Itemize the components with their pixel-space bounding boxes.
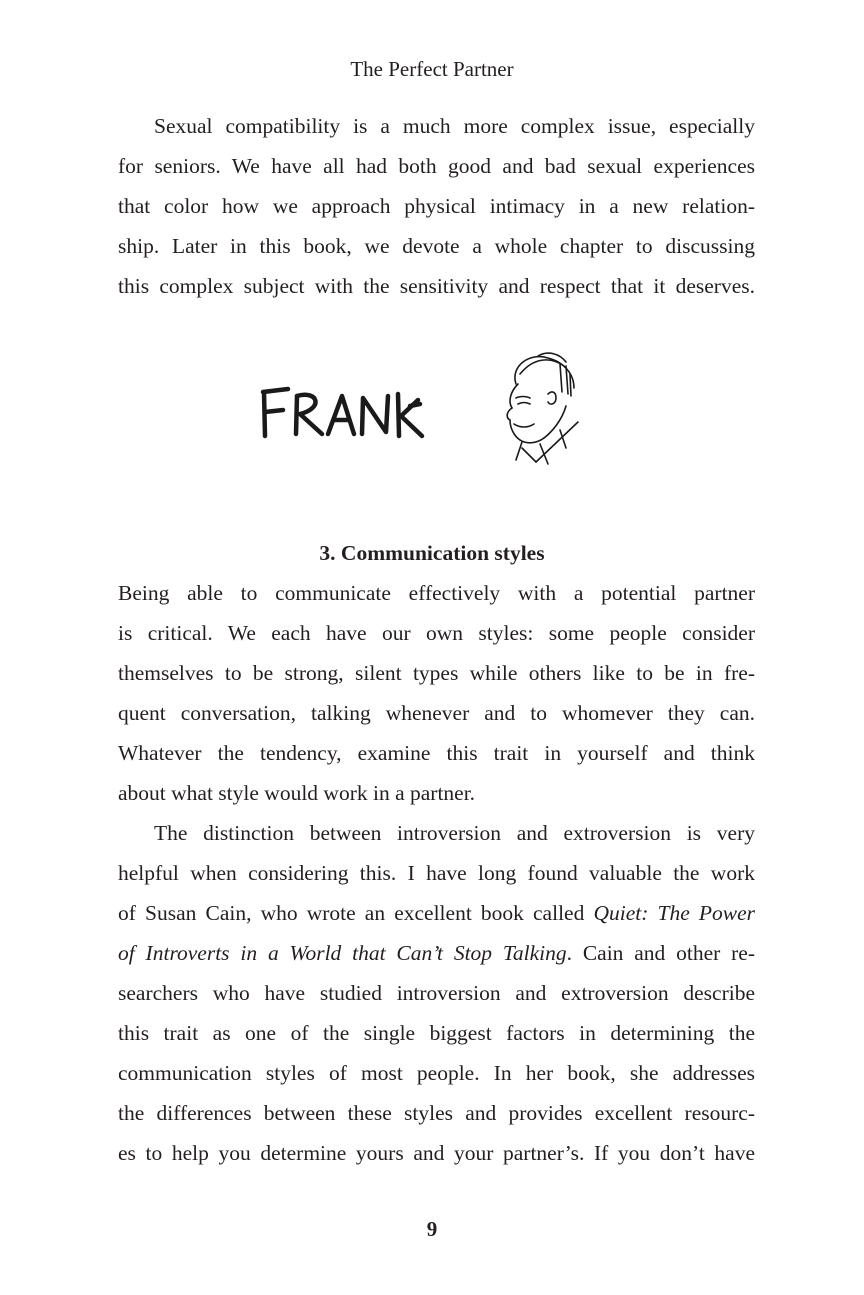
page-number: 9 [426,1217,438,1241]
text-line: ship. Later in this book, we devote a whole chapter to discussing [118,234,755,258]
text-line: communication styles of most people. In her book, she addresses [118,1061,755,1085]
text-line: Being able to communicate effectively with a potential partner [118,581,755,605]
paragraph-introversion [118,813,755,1173]
text-line: that color how we approach physical intimacy in a new relation- [118,194,755,218]
text-line: is critical. We each have our own styles: some people consider [118,621,755,645]
text-line [118,893,755,933]
paragraph-communication [118,573,755,813]
text-run: of Susan Cain, who wrote an excellent book called [118,901,594,925]
running-head: The Perfect Partner [350,57,514,81]
section-heading: 3. Communication styles [319,541,545,565]
text-line: es to help you determine yours and your partner’s. If you don’t have [118,1141,755,1165]
text-line: The distinction between introversion and extroversion is very [154,821,755,845]
text-line: helpful when considering this. I have long found valuable the work [118,861,755,885]
book-title-italic: Quiet: The Power [593,901,756,925]
text-line: Sexual compatibility is a much more complex issue, especially [154,114,755,138]
frank-signature-illustration [248,344,608,484]
text-line: this complex subject with the sensitivity and respect that it deserves. [118,274,755,298]
paragraph-sexual-compatibility [118,106,755,306]
text-line: searchers who have studied introversion and extroversion describe [118,981,755,1005]
frank-sketch-icon [248,344,608,484]
text-line: quent conversation, talking whenever and to whomever they can. [118,701,755,725]
text-line: the differences between these styles and provides excellent resourc- [118,1101,755,1125]
text-line [118,933,755,973]
text-line: themselves to be strong, silent types while others like to be in fre- [118,661,755,685]
text-line: for seniors. We have all had both good and bad sexual experiences [118,154,755,178]
book-title-italic: of Introverts in a World that Can’t Stop Talking [118,941,567,965]
text-line: this trait as one of the single biggest factors in determining the [118,1021,755,1045]
text-run: . Cain and other re- [566,941,755,965]
text-line: about what style would work in a partner. [118,781,476,805]
text-line: Whatever the tendency, examine this trait in yourself and think [118,741,755,765]
